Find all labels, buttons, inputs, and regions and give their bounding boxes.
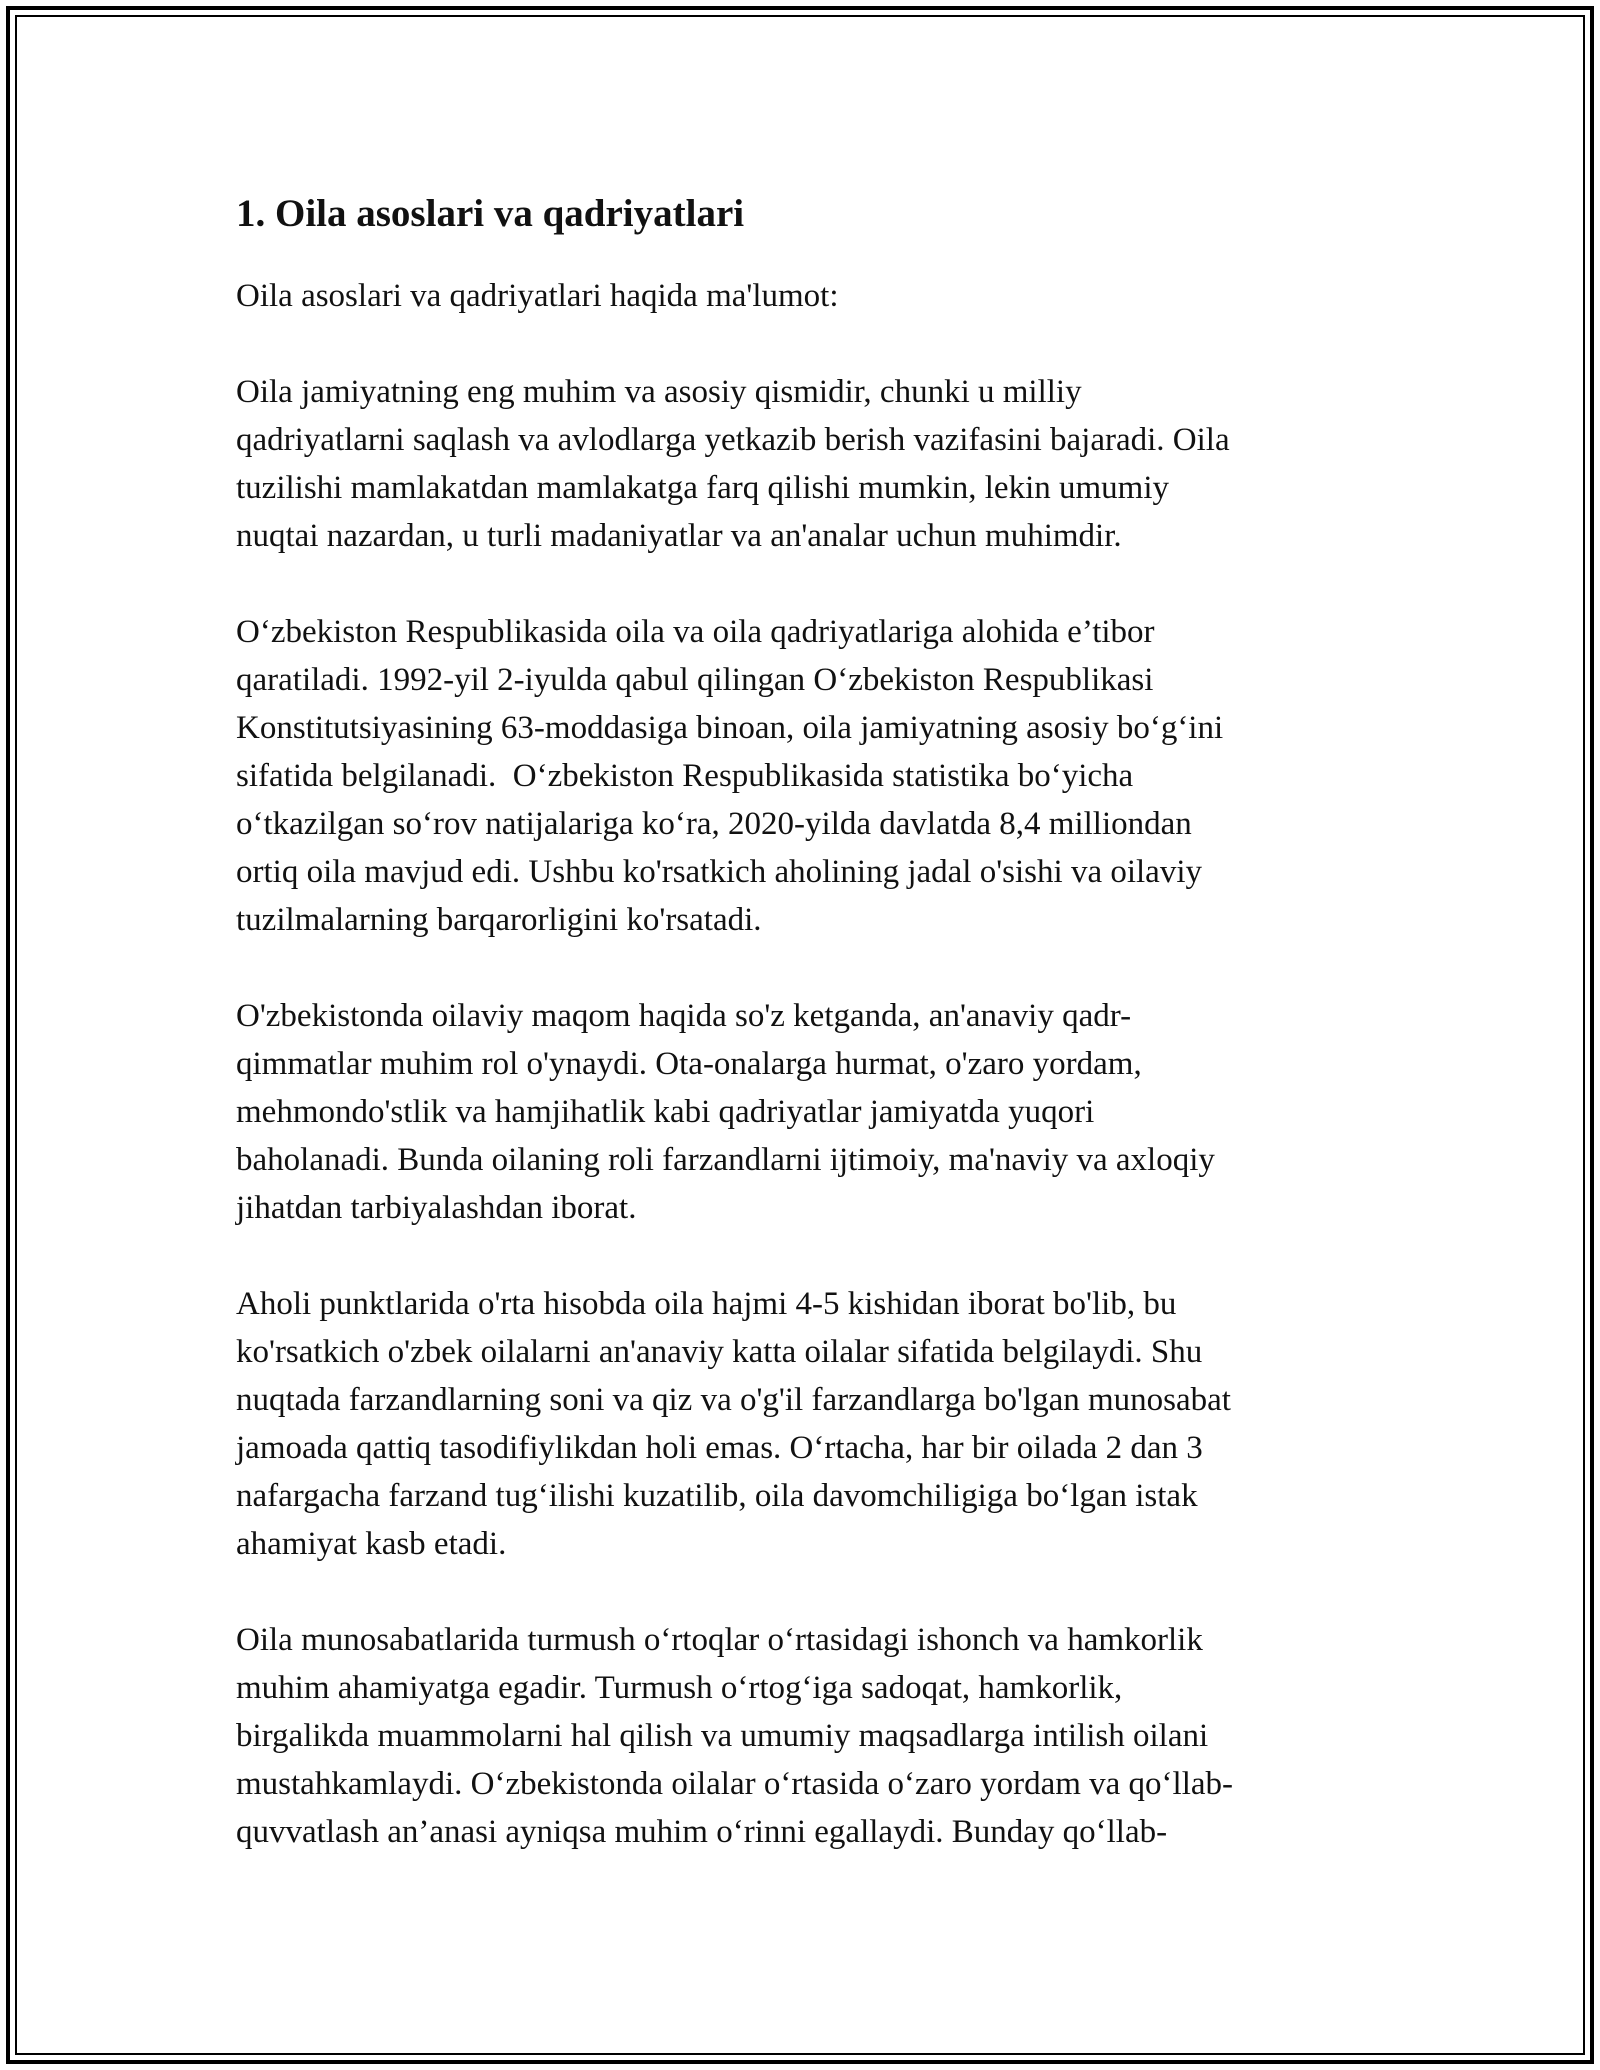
paragraph-line: Oila jamiyatning eng muhim va asosiy qismidir, chunki u milliy [236,374,1082,410]
paragraph-4 [236,1280,1386,1568]
paragraph-line: Aholi punktlarida o'rta hisobda oila hajmi 4-5 kishidan iborat bo'lib, bu [236,1286,1177,1322]
paragraph-line: ortiq oila mavjud edi. Ushbu ko'rsatkich aholining jadal o'sishi va oilaviy [236,854,1202,890]
paragraph-2 [236,608,1386,944]
paragraph-line: jamoada qattiq tasodifiylikdan holi emas. O‘rtacha, har bir oilada 2 dan 3 [236,1430,1203,1466]
paragraph-line: birgalikda muammolarni hal qilish va umumiy maqsadlarga intilish oilani [236,1718,1209,1754]
paragraph-line: quvvatlash an’anasi ayniqsa muhim o‘rinni egallaydi. Bunday qo‘llab- [236,1814,1168,1850]
section-heading: 1. Oila asoslari va qadriyatlari [236,192,745,235]
paragraph-line: qadriyatlarni saqlash va avlodlarga yetkazib berish vazifasini bajaradi. Oila [236,422,1230,458]
paragraph-line: o‘tkazilgan so‘rov natijalariga ko‘ra, 2020-yilda davlatda 8,4 milliondan [236,806,1192,842]
paragraph-line: O'zbekistonda oilaviy maqom haqida so'z ketganda, an'anaviy qadr- [236,998,1132,1034]
paragraph-line: Konstitutsiyasining 63-moddasiga binoan, oila jamiyatning asosiy bo‘g‘ini [236,710,1224,746]
paragraph-line: ko'rsatkich o'zbek oilalarni an'anaviy katta oilalar sifatida belgilaydi. Shu [236,1334,1203,1370]
paragraph-5 [236,1616,1386,1856]
paragraph-line: jihatdan tarbiyalashdan iborat. [236,1190,637,1226]
paragraph-line: Oila munosabatlarida turmush o‘rtoqlar o‘rtasidagi ishonch va hamkorlik [236,1622,1203,1658]
paragraph-line: ahamiyat kasb etadi. [236,1526,507,1562]
paragraph-line: baholanadi. Bunda oilaning roli farzandlarni ijtimoiy, ma'naviy va axloqiy [236,1142,1215,1178]
intro-line: Oila asoslari va qadriyatlari haqida ma'lumot: [236,278,839,314]
paragraph-3 [236,992,1386,1232]
document-body [236,190,1386,1856]
paragraph-line: qimmatlar muhim rol o'ynaydi. Ota-onalarga hurmat, o'zaro yordam, [236,1046,1142,1082]
paragraph-line: muhim ahamiyatga egadir. Turmush o‘rtog‘iga sadoqat, hamkorlik, [236,1670,1123,1706]
paragraph-line: mehmondo'stlik va hamjihatlik kabi qadriyatlar jamiyatda yuqori [236,1094,1095,1130]
paragraph-line: nafargacha farzand tug‘ilishi kuzatilib, oila davomchiligiga bo‘lgan istak [236,1478,1198,1514]
paragraph-line: O‘zbekiston Respublikasida oila va oila qadriyatlariga alohida e’tibor [236,614,1155,650]
paragraph-line: tuzilishi mamlakatdan mamlakatga farq qilishi mumkin, lekin umumiy [236,470,1169,506]
paragraph-line: qaratiladi. 1992-yil 2-iyulda qabul qilingan O‘zbekiston Respublikasi [236,662,1154,698]
paragraph-line: sifatida belgilanadi. O‘zbekiston Respublikasida statistika bo‘yicha [236,758,1134,794]
paragraph-line: mustahkamlaydi. O‘zbekistonda oilalar o‘rtasida o‘zaro yordam va qo‘llab- [236,1766,1233,1802]
paragraph-1 [236,368,1386,560]
paragraph-line: nuqtada farzandlarning soni va qiz va o'g'il farzandlarga bo'lgan munosabat [236,1382,1231,1418]
paragraph-line: nuqtai nazardan, u turli madaniyatlar va an'analar uchun muhimdir. [236,518,1122,554]
paragraph-line: tuzilmalarning barqarorligini ko'rsatadi. [236,902,762,938]
